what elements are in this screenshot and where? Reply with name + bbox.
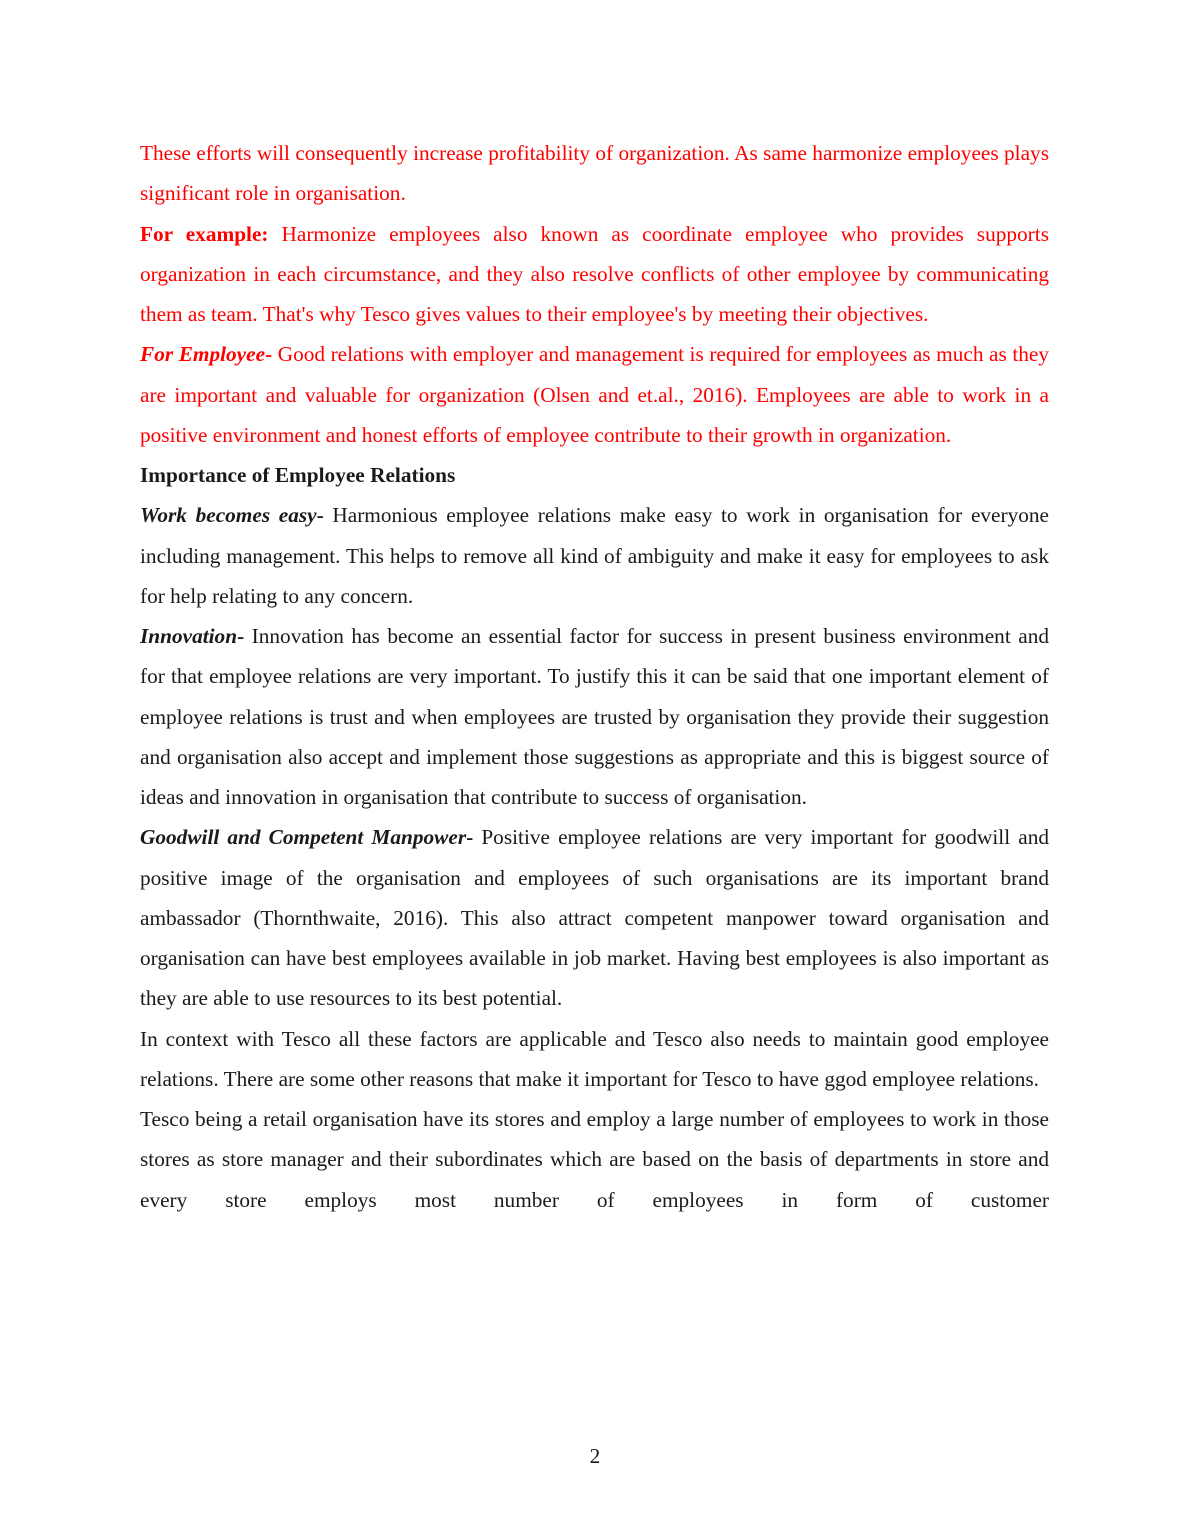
page-body xyxy=(140,133,1049,1220)
work-easy-dash: - xyxy=(316,503,324,528)
work-easy-paragraph xyxy=(140,495,1049,616)
innovation-label: Innovation xyxy=(140,624,238,648)
example-label: For example: xyxy=(140,221,269,246)
work-easy-label: Work becomes easy xyxy=(140,503,317,528)
for-employee-label-group xyxy=(140,342,272,366)
intro-paragraph xyxy=(140,133,1049,214)
goodwill-text: Positive employee relations are very important for goodwill and positive image of the organisation and employees of such organisations are its important brand ambassador (Thornthwaite, 2016). This also attract competent manpower toward organisation and organisation can have best employees available in job market. Having best employees is also important as they are able to use resources to its best potential. xyxy=(140,825,1049,1011)
tesco-context-paragraph: In context with Tesco all these factors are applicable and Tesco also needs to maintain good employee relations. There are some other reasons that make it important for Tesco to have ggod employee relations. xyxy=(140,1026,1049,1091)
tesco-retail-paragraph: Tesco being a retail organisation have its stores and employ a large number of employees to work in those stores as store manager and their subordinates which are based on the basis of departments in store and every store employs most number of employees in form of customer xyxy=(140,1107,1049,1212)
goodwill-paragraph xyxy=(140,817,1049,1018)
for-employee-dash: - xyxy=(265,342,273,367)
work-easy-label-group xyxy=(140,503,324,527)
goodwill-label-group xyxy=(140,825,473,849)
for-employee-label: For Employee xyxy=(140,342,266,367)
innovation-dash: - xyxy=(237,624,245,648)
intro-text: These efforts will consequently increase profitability of organization. As same harmonize employees plays significant role in organisation. xyxy=(140,141,1049,206)
for-employee-paragraph xyxy=(140,334,1049,455)
innovation-text: Innovation has become an essential factor for success in present business environment and for that employee relations are very important. To justify this it can be said that one important element of employee relations is trust and when employees are trusted by organisation they provide their suggestion and organisation also accept and implement those suggestions as appropriate and this is biggest source of ideas and innovation in organisation that contribute to success of organisation. xyxy=(140,624,1049,809)
goodwill-dash: - xyxy=(466,825,474,850)
example-text: Harmonize employees also known as coordinate employee who provides supports organization in each circumstance, and they also resolve conflicts of other employee by communicating them as team. That's why Tesco gives values to their employee's by meeting their objectives. xyxy=(140,221,1049,326)
page-number: 2 xyxy=(589,1444,601,1468)
innovation-label-group xyxy=(140,624,244,648)
goodwill-label: Goodwill and Competent Manpower xyxy=(140,825,467,850)
for-employee-text: Good relations with employer and management is required for employees as much as they are important and valuable for organization (Olsen and et.al., 2016). Employees are able to work in a positive environment and honest efforts of employee contribute to their growth in organization. xyxy=(140,342,1049,447)
example-paragraph xyxy=(140,214,1049,335)
work-easy-text: Harmonious employee relations make easy to work in organisation for everyone including management. This helps to remove all kind of ambiguity and make it easy for employees to ask for help relating to any concern. xyxy=(140,503,1049,608)
innovation-paragraph xyxy=(140,616,1049,817)
section-heading: Importance of Employee Relations xyxy=(140,463,456,487)
